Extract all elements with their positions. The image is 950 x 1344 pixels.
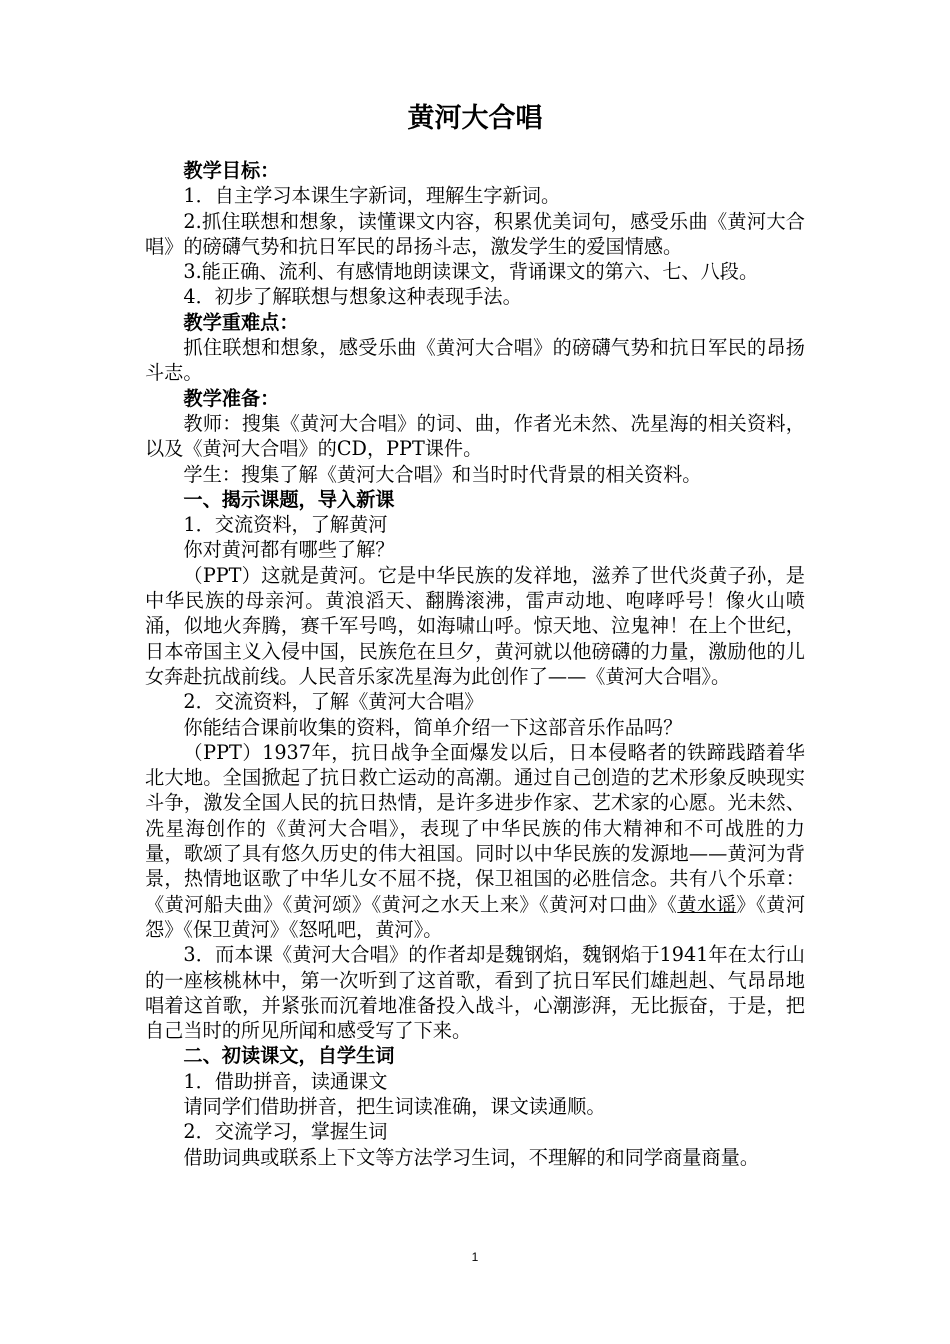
paragraph: （PPT）这就是黄河。它是中华民族的发祥地，滋养了世代炎黄子孙，是中华民族的母亲河。黄浪滔天、翻腾滚沸，雷声动地、咆哮呼号！像火山喷涌，似地火奔腾，赛千军号鸣，如海啸山呼。惊天地、泣鬼神！在上个世纪，日本帝国主义入侵中国，民族危在旦夕，黄河就以他磅礴的力量，激励他的儿女奔赴抗战前线。人民音乐家冼星海为此创作了——《黄河大合唱》。 — [145, 563, 805, 688]
page-number: 1 — [471, 1250, 479, 1264]
goal-item: 4．初步了解联想与想象这种表现手法。 — [183, 285, 522, 309]
student-preparation: 学生：搜集了解《黄河大合唱》和当时时代背景的相关资料。 — [183, 462, 702, 486]
question-text: 你能结合课前收集的资料，简单介绍一下这部音乐作品吗？ — [183, 715, 683, 739]
paragraph — [145, 740, 805, 942]
step-title: 2．交流学习，掌握生词 — [183, 1120, 388, 1144]
step-title: 1．借助拼音，读通课文 — [183, 1069, 388, 1093]
paragraph: 请同学们借助拼音，把生词读准确，课文读通顺。 — [183, 1094, 606, 1118]
section1-heading: 一、揭示课题，导入新课 — [183, 487, 395, 511]
document-body — [145, 158, 805, 1170]
section2-heading: 二、初读课文，自学生词 — [183, 1044, 395, 1068]
paragraph-text: 》《黄河怨》《保卫黄河》《怒吼吧，黄河》。 — [145, 892, 806, 941]
step-title: 1．交流资料，了解黄河 — [183, 513, 388, 537]
goal-item: 1．自主学习本课生字新词，理解生字新词。 — [183, 184, 561, 208]
key-points-heading: 教学重难点： — [183, 310, 299, 334]
document-title: 黄河大合唱 — [407, 103, 543, 134]
paragraph: 3．而本课《黄河大合唱》的作者却是魏钢焰，魏钢焰于1941年在太行山的一座核桃林中，第一次听到了这首歌，看到了抗日军民们雄赳赳、气昂昂地唱着这首歌，并紧张而沉着地准备投入战斗，心潮澎湃，无比振奋，于是，把自己当时的所见所闻和感受写了下来。 — [145, 943, 805, 1043]
teacher-preparation: 教师：搜集《黄河大合唱》的词、曲，作者光未然、冼星海的相关资料，以及《黄河大合唱》的CD，PPT课件。 — [145, 411, 805, 461]
goal-item: 3.能正确、流利、有感情地朗读课文，背诵课文的第六、七、八段。 — [183, 260, 759, 284]
paragraph-text: （PPT）1937年，抗日战争全面爆发以后，日本侵略者的铁蹄践踏着华北大地。全国掀起了抗日救亡运动的高潮。通过自己创造的艺术形象反映现实斗争，激发全国人民的抗日热情，是许多进步作家、艺术家的心愿。光未然、冼星海创作的《黄河大合唱》，表现了中华民族的伟大精神和不可战胜的力量，歌颂了具有悠久历史的伟大祖国。同时以中华民族的发源地——黄河为背景，热情地讴歌了中华儿女不屈不挠，保卫祖国的必胜信念。共有八个乐章：《黄河船夫曲》《黄河颂》《黄河之水天上来》《黄河对口曲》《 — [145, 740, 805, 916]
goal-item: 2.抓住联想和想象，读懂课文内容，积累优美词句，感受乐曲《黄河大合唱》的磅礴气势和抗日军民的昂扬斗志，激发学生的爱国情感。 — [145, 209, 805, 258]
goals-heading: 教学目标： — [183, 159, 280, 182]
question-text: 你对黄河都有哪些了解？ — [183, 538, 395, 562]
step-title: 2．交流资料，了解《黄河大合唱》 — [183, 690, 484, 714]
key-points-text: 抓住联想和想象，感受乐曲《黄河大合唱》的磅礴气势和抗日军民的昂扬斗志。 — [145, 336, 805, 385]
paragraph: 借助词典或联系上下文等方法学习生词，不理解的和同学商量商量。 — [183, 1145, 760, 1169]
preparation-heading: 教学准备： — [183, 386, 280, 410]
underlined-title: 黄水谣 — [677, 892, 737, 916]
